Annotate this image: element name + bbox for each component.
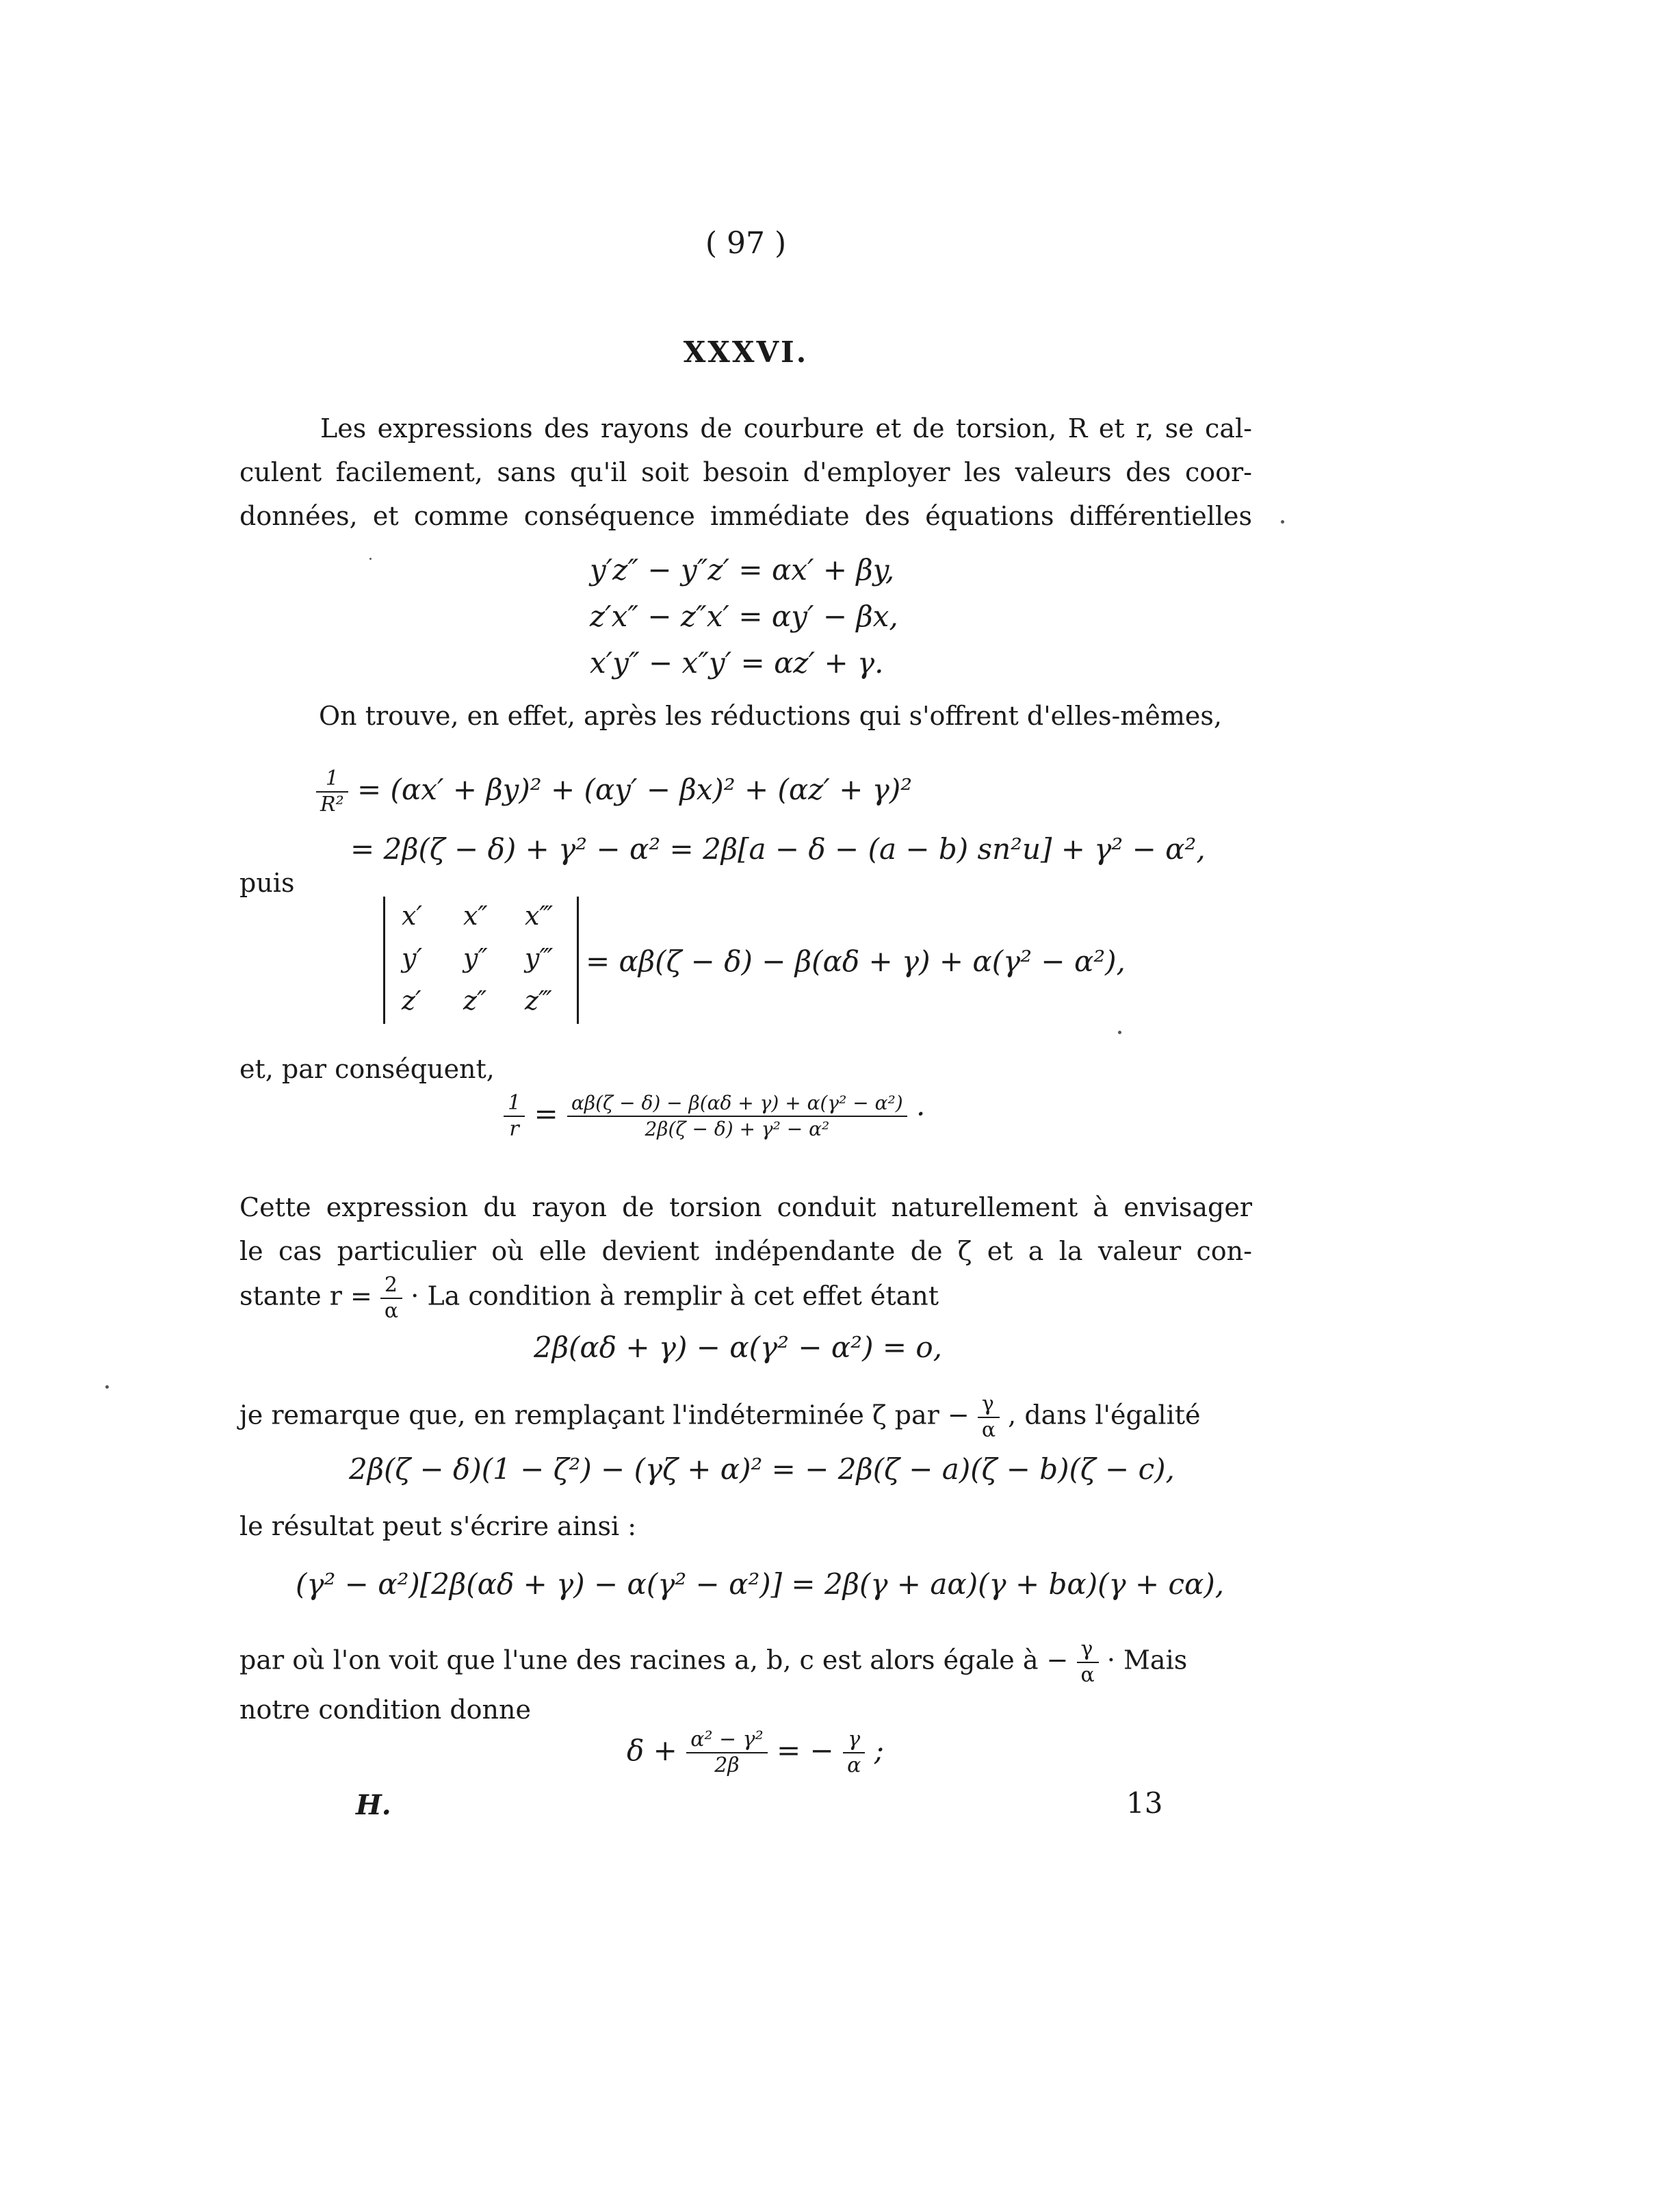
curvature-equation-line1: $\frac{1}{\text{R²}}$ = (αx′ + βy)² + (αy′ − βx)² + (αz′ + γ)² [316, 767, 912, 817]
text-line: culent facilement, sans qu'il soit besoin d'employer les valeurs des coor- [239, 457, 1252, 487]
text-line: Les expressions des rayons de courbure et de torsion, R et r, se cal- [320, 413, 1252, 443]
fraction: $\frac{\text{αβ(ζ − δ) − β(αδ + γ) + α(γ² − α²)}}{\text{2β(ζ − δ) + γ² − α²}}$ [567, 1091, 907, 1142]
fraction: $\frac{\gamma}{\alpha}$ [843, 1727, 865, 1778]
fraction: $\frac{\gamma}{\alpha}$ [978, 1392, 1000, 1443]
matrix-cell: y‴ [525, 943, 554, 973]
final-equation: δ + $\frac{\text{α² − γ²}}{2\beta}$ = − $\frac{\gamma}{\alpha}$ ; [627, 1727, 884, 1777]
text-line: par où l'on voit que l'une des racines a, b, c est alors égale à − $\frac{\gamma}{\alpha}$ · Mais [239, 1637, 1188, 1687]
text-line: je remarque que, en remplaçant l'indéterminée ζ par − $\frac{\gamma}{\alpha}$ , dans l'égalité [239, 1392, 1201, 1442]
fraction: $\frac{1}{\text{R²}}$ [316, 767, 348, 817]
identity-equation: 2β(ζ − δ)(1 − ζ²) − (γζ + α)² = − 2β(ζ − a)(ζ − b)(ζ − c), [349, 1452, 1175, 1486]
text-line: Cette expression du rayon de torsion conduit naturellement à envisager [239, 1192, 1252, 1222]
speck [369, 558, 372, 560]
condition-equation: 2β(αδ + γ) − α(γ² − α²) = o, [534, 1330, 943, 1364]
curvature-equation-line2: = 2β(ζ − δ) + γ² − α² = 2β[a − δ − (a − b) sn²u] + γ² − α², [350, 832, 1206, 866]
text-line: notre condition donne [239, 1695, 531, 1725]
differential-equation: y′z″ − y″z′ = αx′ + βy, [590, 553, 895, 587]
determinant [383, 897, 579, 1024]
text-line: données, et comme conséquence immédiate des équations différentielles [239, 501, 1252, 531]
matrix-cell: y″ [463, 943, 488, 973]
torsion-equation: $\frac{1}{r}$ = $\frac{\text{αβ(ζ − δ) − β(αδ + γ) + α(γ² − α²)}}{\text{2β(ζ − δ) + γ² − α²}}$ · [504, 1091, 925, 1142]
paragraph-roots [239, 1637, 1252, 1732]
speck [105, 1385, 109, 1389]
paragraph-consequently: et, par conséquent, [239, 1054, 495, 1084]
paragraph-reductions: On trouve, en effet, après les réductions qui s'offrent d'elles-mêmes, [319, 701, 1222, 731]
differential-equation: x′y″ − x″y′ = αz′ + γ. [590, 646, 884, 680]
speck [1118, 1031, 1121, 1034]
page-number-header: ( 97 ) [705, 226, 787, 261]
matrix-cell: x‴ [525, 901, 554, 931]
matrix-cell: x′ [402, 901, 423, 931]
speck [1281, 520, 1284, 524]
section-heading: XXXVI. [683, 335, 809, 369]
paragraph-torsion [239, 1185, 1252, 1324]
fraction: $\frac{1}{r}$ [504, 1091, 525, 1142]
matrix-cell: z″ [463, 986, 487, 1016]
matrix-cell: x″ [463, 901, 488, 931]
footer-signature: H. [356, 1789, 391, 1821]
fraction: $\frac{\gamma}{\alpha}$ [1077, 1637, 1099, 1688]
matrix-cell: y′ [402, 943, 423, 973]
paragraph-replacement [239, 1392, 1252, 1443]
differential-equation: z′x″ − z″x′ = αy′ − βx, [590, 600, 898, 633]
text-line: le cas particulier où elle devient indépendante de ζ et a la valeur con- [239, 1236, 1252, 1266]
matrix-cell: z‴ [525, 986, 552, 1016]
matrix-cell: z′ [402, 986, 421, 1016]
word-puis: puis [239, 868, 295, 898]
paragraph-result: le résultat peut s'écrire ainsi : [239, 1511, 637, 1541]
paragraph-intro [239, 407, 1252, 538]
text-line: stante r = $\frac{2}{\alpha}$ · La condition à remplir à cet effet étant [239, 1273, 939, 1323]
determinant-rhs: = αβ(ζ − δ) − β(αδ + γ) + α(γ² − α²), [586, 944, 1126, 978]
footer-sheet-number: 13 [1126, 1786, 1163, 1820]
fraction: $\frac{2}{\alpha}$ [380, 1273, 402, 1324]
fraction: $\frac{\text{α² − γ²}}{2\beta}$ [686, 1727, 767, 1778]
result-equation: (γ² − α²)[2β(αδ + γ) − α(γ² − α²)] = 2β(γ + aα)(γ + bα)(γ + cα), [296, 1567, 1225, 1601]
